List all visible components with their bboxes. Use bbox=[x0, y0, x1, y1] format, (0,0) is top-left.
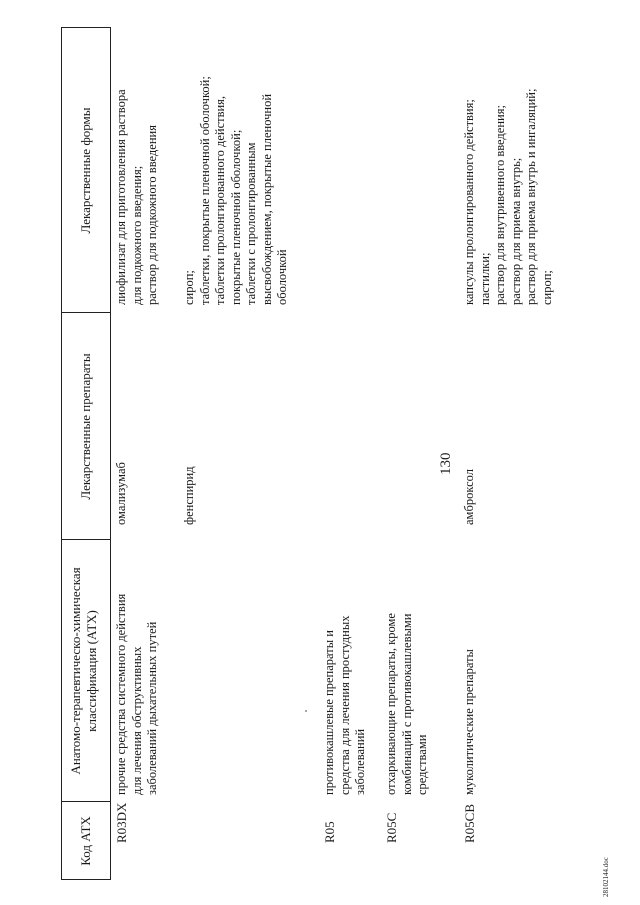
scan-speck bbox=[305, 710, 307, 712]
row-atc-r05: противокашлевые препараты и средства для лечения простудных заболеваний bbox=[322, 615, 367, 795]
row-forms-omalizumab: лиофилизат для приготовления раствора для подкожного введения; раствор для подкожного введения bbox=[114, 89, 159, 305]
header-code: Код АТХ bbox=[78, 816, 93, 866]
row-drug-omalizumab: омализумаб bbox=[114, 462, 128, 525]
row-code-r05c: R05C bbox=[384, 812, 399, 843]
header-atc: Анатомо-терапевтическо-химическая классификация (АТХ) bbox=[68, 567, 99, 775]
header-forms: Лекарственные формы bbox=[78, 107, 93, 234]
row-atc-r05cb: муколитические препараты bbox=[462, 649, 476, 795]
footer-doc-code: 28102144.doc bbox=[602, 857, 610, 897]
row-drug-ambroxol: амброксол bbox=[462, 469, 476, 525]
table-header-divider bbox=[110, 27, 111, 880]
row-code-r05: R05 bbox=[322, 821, 337, 843]
row-forms-fenspiride: сироп; таблетки, покрытые пленочной оболочкой; таблетки пролонгированного действия, покрытые пленочной оболочкой; таблетки с пролонгированным высвобождением, покрытые пленочной оболочкой bbox=[182, 76, 289, 305]
header-drugs: Лекарственные препараты bbox=[78, 353, 93, 500]
page-number: 130 bbox=[438, 452, 454, 475]
row-code-r03dx: R03DX bbox=[114, 802, 129, 843]
table-border-top bbox=[61, 27, 62, 880]
row-drug-fenspiride: фенспирид bbox=[182, 466, 196, 525]
row-atc-r03dx: прочие средства системного действия для лечения обструктивных заболеваний дыхательных путей bbox=[114, 593, 159, 795]
row-code-r05cb: R05CB bbox=[462, 803, 477, 843]
row-atc-r05c: отхаркивающие препараты, кроме комбинаций с противокашлевыми средствами bbox=[384, 613, 429, 795]
row-forms-ambroxol: капсулы пролонгированного действия; пастилки; раствор для внутривенного введения; раствор для приема внутрь; раствор для приема внутрь и ингаляций; сироп; bbox=[462, 88, 554, 305]
